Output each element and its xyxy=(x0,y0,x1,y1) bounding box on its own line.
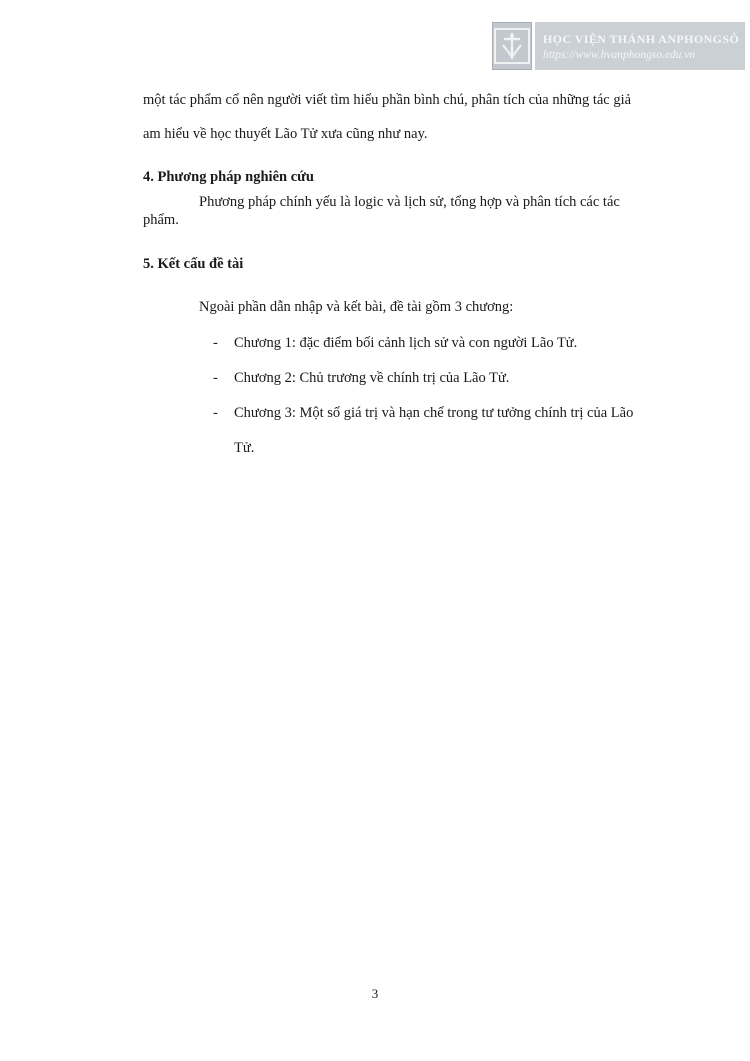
paragraph-line: phẩm. xyxy=(143,212,179,228)
section-heading: 5. Kết cấu đề tài xyxy=(143,256,244,272)
list-bullet: - xyxy=(213,405,218,421)
list-item: Chương 1: đặc điểm bối cảnh lịch sử và con người Lão Tử. xyxy=(234,335,578,351)
list-bullet: - xyxy=(213,335,218,351)
paragraph-line: Phương pháp chính yếu là logic và lịch sử, tổng hợp và phân tích các tác xyxy=(199,194,620,210)
section-heading: 4. Phương pháp nghiên cứu xyxy=(143,169,314,185)
paragraph-line: một tác phẩm cổ nên người viết tìm hiểu phần bình chú, phân tích của những tác giả xyxy=(143,92,632,108)
page-number: 3 xyxy=(371,986,379,1001)
list-bullet: - xyxy=(213,370,218,386)
watermark-title: HỌC VIỆN THÁNH ANPHONGSÔ xyxy=(543,32,740,46)
paragraph-line: Ngoài phần dẫn nhập và kết bài, đề tài gồm 3 chương: xyxy=(199,299,514,315)
list-item-continuation: Tử. xyxy=(234,440,255,456)
list-item: Chương 2: Chủ trương về chính trị của Lão Tử. xyxy=(234,370,510,386)
watermark-text xyxy=(535,22,745,70)
list-item: Chương 3: Một số giá trị và hạn chế trong tư tưởng chính trị của Lão xyxy=(234,405,634,421)
institute-crest-icon xyxy=(492,22,532,70)
paragraph-line: am hiểu về học thuyết Lão Tử xưa cũng như nay. xyxy=(143,126,428,142)
watermark xyxy=(492,22,740,70)
watermark-url: https://www.hvanphongso.edu.vn xyxy=(543,49,696,61)
